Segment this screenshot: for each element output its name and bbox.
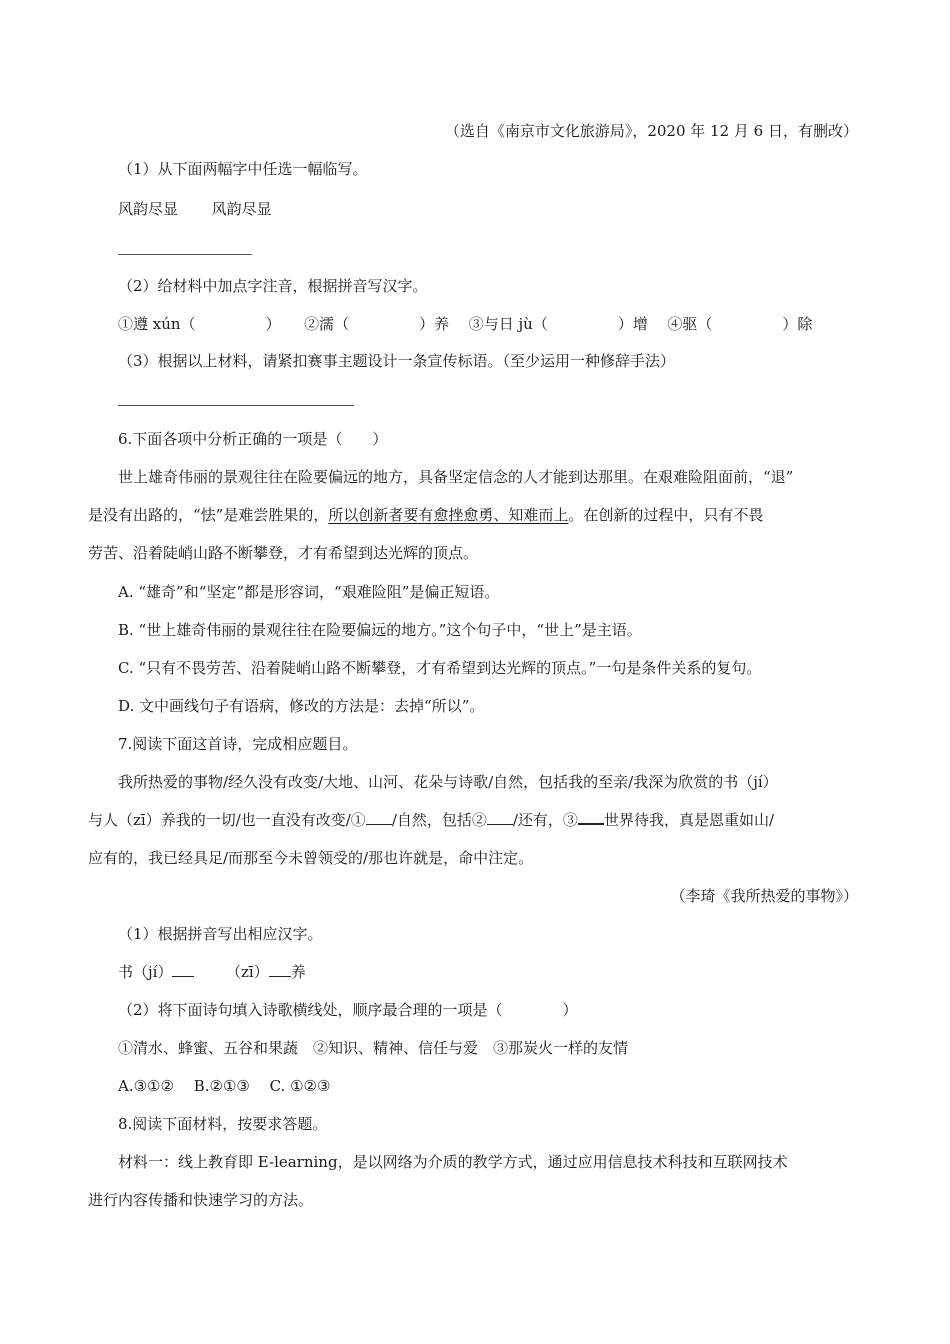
- q6-option-c: C. “只有不畏劳苦、沿着陡峭山路不断攀登，才有希望到达光辉的顶点。”一句是条件关系的复句。: [118, 659, 762, 677]
- answer-blank-ji: [172, 976, 194, 977]
- pinyin-item-3: ③与日 jù（: [468, 315, 548, 333]
- pinyin-item-1: ①遵 xún（: [118, 315, 196, 333]
- q6-passage-2: 是没有出路的，“怯”是难尝胜果的，所以创新者要有愈挫愈勇、知难而上。在创新的过程中，只有不畏: [88, 506, 764, 524]
- pinyin-items: ①遵 xún（ ） ②濡（ ）养 ③与日 jù（ ）增 ④驱（ ）除: [118, 315, 813, 333]
- q7-sub1-items: 书（jí） （zī） 养: [118, 963, 306, 981]
- q7-stem: 7.阅读下面这首诗，完成相应题目。: [118, 735, 358, 753]
- q6-option-a: A. “雄奇”和“坚定”都是形容词，“艰难险阻”是偏正短语。: [118, 583, 500, 601]
- q8-material-1b: 进行内容传播和快速学习的方法。: [88, 1191, 314, 1209]
- q7-poem-2: 与人（zī）养我的一切/也一直没有改变/① /自然，包括② /还有，③ 世界待我，真是恩重如山/: [88, 811, 774, 829]
- source-note: （选自《南京市文化旅游局》，2020 年 12 月 6 日，有删改）: [444, 122, 858, 140]
- calligraphy-samples: [118, 199, 272, 219]
- calligraphy-b: 风韵尽显: [211, 200, 272, 218]
- q6-option-d: D. 文中画线句子有语病，修改的方法是：去掉“所以”。: [118, 697, 485, 715]
- answer-line-2: [118, 405, 354, 406]
- q7-poem-3: 应有的，我已经具足/而那至今未曾领受的/那也许就是，命中注定。: [88, 849, 534, 867]
- poem-blank-3: [578, 823, 604, 825]
- q6-passage-1: 世上雄奇伟丽的景观往往在险要偏远的地方，具备坚定信念的人才能到达那里。在艰难险阻面前，“退”: [118, 468, 794, 486]
- q5-sub3: （3）根据以上材料，请紧扣赛事主题设计一条宣传标语。（至少运用一种修辞手法）: [118, 352, 676, 370]
- q8-stem: 8.阅读下面材料，按要求答题。: [118, 1115, 328, 1133]
- q6-option-b: B. “世上雄奇伟丽的景观往往在险要偏远的地方。”这个句子中，“世上”是主语。: [118, 621, 642, 639]
- q7-choices: A.③①② B.②①③ C. ①②③: [118, 1077, 331, 1095]
- q5-sub2: （2）给材料中加点字注音，根据拼音写汉字。: [118, 277, 428, 295]
- poem-blank-1: [366, 824, 392, 825]
- answer-blank-zi: [269, 976, 291, 977]
- q6-stem: 6.下面各项中分析正确的一项是（ ）: [118, 430, 388, 448]
- calligraphy-a: 风韵尽显: [118, 200, 179, 218]
- q7-phrases: ①清水、蜂蜜、五谷和果蔬 ②知识、精神、信任与爱 ③那炭火一样的友情: [118, 1039, 629, 1057]
- q8-material-1a: 材料一：线上教育即 E-learning，是以网络为介质的教学方式，通过应用信息技术科技和互联网技术: [118, 1153, 788, 1171]
- poem-blank-2: [487, 824, 513, 825]
- q7-sub1: （1）根据拼音写出相应汉字。: [118, 925, 323, 943]
- q5-sub1: （1）从下面两幅字中任选一幅临写。: [118, 160, 368, 178]
- q7-poem-1: 我所热爱的事物/经久没有改变/大地、山河、花朵与诗歌/自然，包括我的至亲/我深为欣赏的书（jí）: [118, 773, 778, 791]
- q7-attribution: （李琦《我所热爱的事物》）: [670, 887, 858, 905]
- pinyin-item-4: ④驱（: [667, 315, 713, 333]
- q7-sub2: （2）将下面诗句填入诗歌横线处，顺序最合理的一项是（ ）: [118, 1001, 578, 1019]
- underlined-sentence: 所以创新者要有愈挫愈勇、知难而上: [328, 506, 569, 524]
- pinyin-item-2: ②濡（: [304, 315, 350, 333]
- q6-passage-3: 劳苦、沿着陡峭山路不断攀登，才有希望到达光辉的顶点。: [88, 544, 479, 562]
- answer-line-1: [118, 254, 252, 255]
